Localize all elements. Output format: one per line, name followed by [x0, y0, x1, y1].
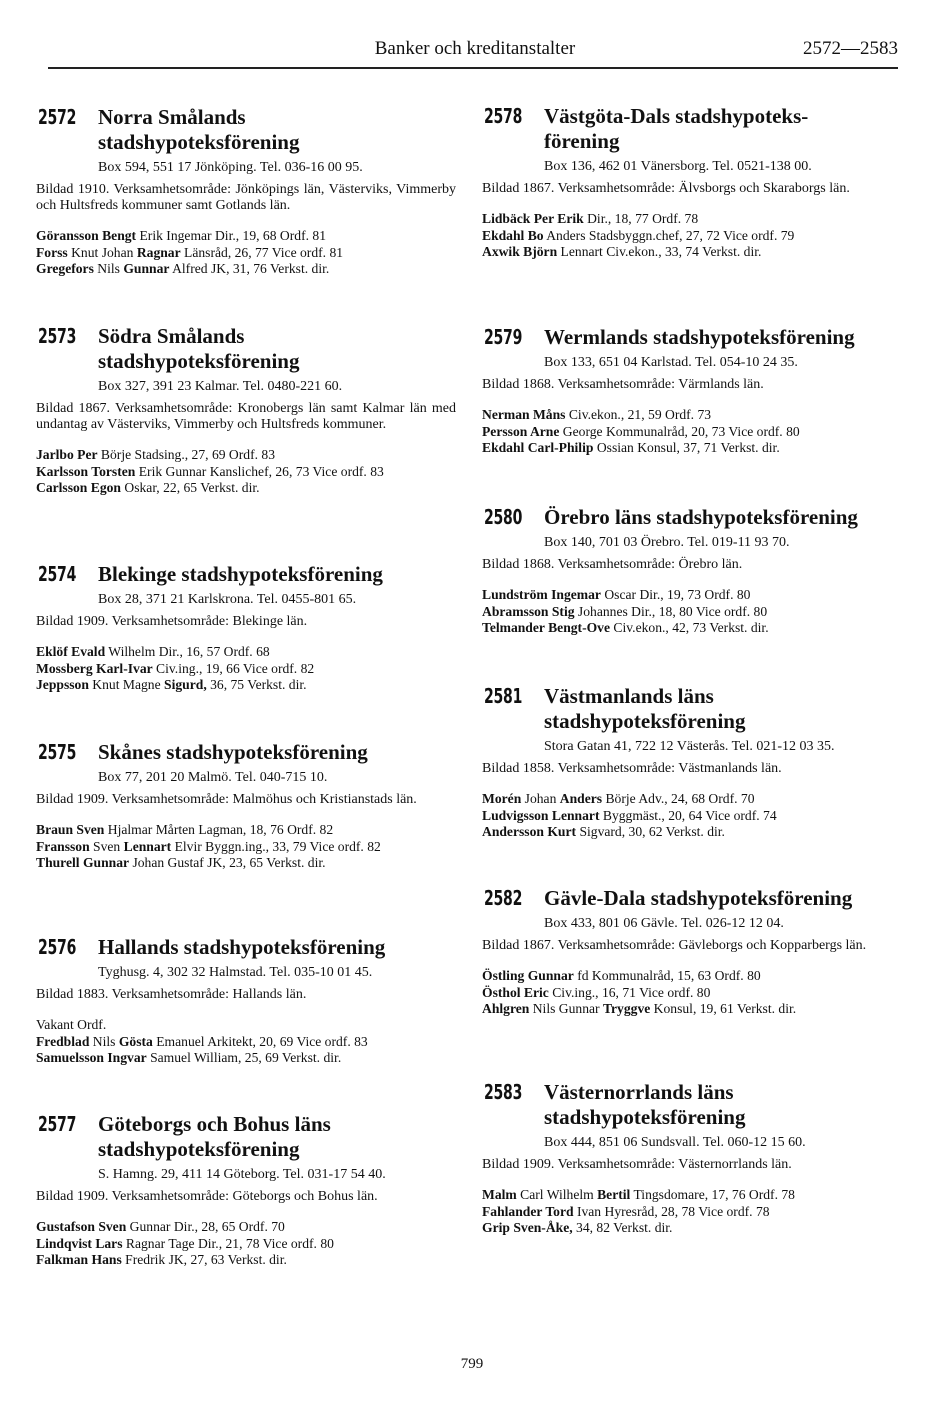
- person-details: Sven: [89, 838, 124, 854]
- person-line: [482, 1187, 902, 1204]
- person-line: [482, 1001, 902, 1018]
- entry: [36, 562, 456, 694]
- entry-founded: Bildad 1909. Verksamhetsområde: Göteborgs och Bohus län.: [36, 1189, 378, 1204]
- entry: [482, 505, 902, 637]
- entry-name: Norra Smålands: [98, 105, 246, 129]
- person-role: Elvir Byggn.ing., 33, 79 Vice ordf. 82: [171, 838, 381, 854]
- header-rule: [48, 67, 898, 69]
- person-callname: Bertil: [597, 1187, 631, 1202]
- person-surname: Telmander Bengt-Ove: [482, 620, 611, 635]
- entry-name: Hallands stadshypoteksförening: [98, 935, 386, 959]
- person-surname: Ekdahl Carl-Philip: [482, 440, 594, 455]
- person-role: Länsråd, 26, 77 Vice ordf. 81: [180, 244, 344, 260]
- person-surname: Samuelsson Ingvar: [36, 1050, 147, 1065]
- person-details: Lennart Civ.ekon., 33, 74 Verkst. dir.: [557, 244, 762, 259]
- person-callname: Tryggve: [602, 1001, 651, 1016]
- person-surname: Thurell Gunnar: [36, 855, 130, 870]
- person-line: [482, 1220, 902, 1237]
- entry-founded: Bildad 1910. Verksamhetsområde: Jönköpings län, Västerviks, Vimmerby och Hultsfreds kommuner samt Gotlands län.: [36, 182, 456, 213]
- person-details: Nils: [89, 1033, 119, 1049]
- person-details: Dir., 18, 77 Ordf. 78: [583, 211, 699, 226]
- entry-people: [36, 644, 456, 694]
- person-surname: Persson Arne: [482, 423, 560, 439]
- entry-name: Wermlands stadshypoteksförening: [544, 325, 855, 349]
- person-line: [36, 644, 456, 661]
- entry: [482, 684, 902, 841]
- entry-people: [36, 228, 456, 278]
- entry-people: [482, 1187, 902, 1237]
- entry: [36, 324, 456, 497]
- person-line: [36, 261, 456, 278]
- person-surname: Morén: [482, 791, 522, 806]
- entry-address: Tyghusg. 4, 302 32 Halmstad. Tel. 035-10 01 45.: [98, 965, 373, 980]
- entry-address: Box 136, 462 01 Vänersborg. Tel. 0521-138 00.: [544, 159, 812, 174]
- person-details: Hjalmar Mårten Lagman, 18, 76 Ordf. 82: [104, 822, 334, 837]
- person-line: [36, 822, 456, 839]
- person-callname: Ragnar: [136, 244, 181, 260]
- person-surname: Mossberg Karl-Ivar: [36, 660, 153, 676]
- person-surname: Carlsson Egon: [36, 480, 121, 495]
- entry-heading: [482, 684, 902, 734]
- person-line: [36, 1034, 456, 1051]
- entry-people: [36, 1219, 456, 1269]
- person-line: [482, 620, 902, 637]
- person-details: Byggmäst., 20, 64 Vice ordf. 74: [599, 807, 777, 823]
- entry-name: Gävle-Dala stadshypoteksförening: [544, 886, 853, 910]
- entry-founded: Bildad 1868. Verksamhetsområde: Värmlands län.: [482, 377, 764, 392]
- entry-heading: [36, 562, 456, 587]
- entry-name: Skånes stadshypoteksförening: [98, 740, 368, 764]
- person-callname: Anders: [559, 791, 603, 806]
- entry-number: 2576: [38, 935, 77, 959]
- header-entry-range: 2572—2583: [803, 38, 898, 59]
- entry-number: 2574: [38, 562, 77, 586]
- person-line: [482, 824, 902, 841]
- person-details: Ragnar Tage Dir., 21, 78 Vice ordf. 80: [122, 1235, 334, 1251]
- person-details: Johan: [521, 791, 560, 806]
- person-surname: Axwik Björn: [482, 244, 558, 259]
- person-surname: Eklöf Evald: [36, 644, 106, 659]
- person-details: Erik Gunnar Kanslichef, 26, 73 Vice ordf. 83: [135, 463, 384, 479]
- person-surname: Gustafson Sven: [36, 1219, 127, 1234]
- person-details: Civ.ing., 16, 71 Vice ordf. 80: [548, 984, 711, 1000]
- entry-people: [36, 1017, 456, 1067]
- person-line: [482, 808, 902, 825]
- person-details: Samuel William, 25, 69 Verkst. dir.: [146, 1050, 342, 1065]
- entry-name-cont: stadshypoteksförening: [98, 349, 300, 373]
- person-line: [482, 968, 902, 985]
- person-surname: Fransson: [36, 838, 90, 854]
- person-line: [36, 1050, 456, 1067]
- entry-address: S. Hamng. 29, 411 14 Göteborg. Tel. 031-17 54 40.: [98, 1167, 386, 1182]
- entry-founded: Bildad 1909. Verksamhetsområde: Malmöhus och Kristianstads län.: [36, 792, 417, 807]
- entry-founded: Bildad 1858. Verksamhetsområde: Västmanlands län.: [482, 761, 782, 776]
- entry: [482, 1080, 902, 1237]
- person-surname: Ahlgren: [482, 1001, 530, 1016]
- person-surname: Östling Gunnar: [482, 968, 574, 983]
- person-line: [482, 440, 902, 457]
- entry-heading: [482, 1080, 902, 1130]
- entry-heading: [36, 324, 456, 374]
- person-details: 34, 82 Verkst. dir.: [572, 1220, 673, 1235]
- person-surname: Ekdahl Bo: [482, 227, 544, 243]
- entry-number: 2578: [484, 104, 523, 128]
- person-callname: Lennart: [123, 838, 172, 854]
- entry-address: Box 327, 391 23 Kalmar. Tel. 0480-221 60.: [98, 379, 343, 394]
- entry-name-cont: stadshypoteksförening: [98, 1137, 300, 1161]
- person-role: Konsul, 19, 61 Verkst. dir.: [650, 1001, 797, 1016]
- person-surname: Gregefors: [36, 261, 94, 276]
- person-role: Tingsdomare, 17, 76 Ordf. 78: [630, 1187, 795, 1202]
- entry-people: [482, 407, 902, 457]
- person-surname: Lindqvist Lars: [36, 1235, 123, 1251]
- person-line: [36, 245, 456, 262]
- person-line: [36, 855, 456, 872]
- entry-name-cont: stadshypoteksförening: [98, 130, 300, 154]
- person-details: Erik Ingemar Dir., 19, 68 Ordf. 81: [136, 228, 326, 243]
- person-line: [36, 228, 456, 245]
- entry-people: [36, 822, 456, 872]
- person-details: Johannes Dir., 18, 80 Vice ordf. 80: [574, 603, 768, 619]
- entry-founded: Bildad 1883. Verksamhetsområde: Hallands län.: [36, 987, 307, 1002]
- person-line: [36, 1219, 456, 1236]
- person-details: Knut Magne: [88, 677, 165, 692]
- person-surname: Falkman Hans: [36, 1252, 122, 1267]
- entry-people: [482, 587, 902, 637]
- entry-number: 2582: [484, 886, 523, 910]
- person-surname: Jeppsson: [36, 677, 89, 692]
- person-surname: Lidbäck Per Erik: [482, 211, 584, 226]
- person-details: Vakant Ordf.: [36, 1017, 107, 1032]
- person-surname: Östhol Eric: [482, 984, 549, 1000]
- entry-heading: [482, 325, 902, 350]
- entry-people: [482, 968, 902, 1018]
- person-line: [482, 791, 902, 808]
- person-surname: Lundström Ingemar: [482, 587, 601, 602]
- person-details: George Kommunalråd, 20, 73 Vice ordf. 80: [559, 423, 800, 439]
- person-line: [36, 661, 456, 678]
- person-line: [482, 228, 902, 245]
- person-details: Nils Gunnar: [529, 1001, 603, 1016]
- person-surname: Göransson Bengt: [36, 228, 137, 243]
- person-details: Nils: [93, 261, 124, 276]
- entry-founded: Bildad 1867. Verksamhetsområde: Älvsborgs och Skaraborgs län.: [482, 181, 850, 196]
- entry-name: Göteborgs och Bohus läns: [98, 1112, 331, 1136]
- entry-heading: [482, 505, 902, 530]
- person-details: Civ.ing., 19, 66 Vice ordf. 82: [152, 660, 315, 676]
- entry-name-cont: stadshypoteksförening: [544, 709, 746, 733]
- person-line: [36, 839, 456, 856]
- person-surname: Karlsson Torsten: [36, 463, 136, 479]
- entry: [36, 1112, 456, 1269]
- entry-founded: Bildad 1868. Verksamhetsområde: Örebro län.: [482, 557, 743, 572]
- person-surname: Fredblad: [36, 1033, 90, 1049]
- person-surname: Jarlbo Per: [36, 447, 98, 462]
- entry-heading: [36, 935, 456, 960]
- person-line: [482, 424, 902, 441]
- person-line: [36, 447, 456, 464]
- person-line: [482, 604, 902, 621]
- person-role: Börje Adv., 24, 68 Ordf. 70: [602, 791, 755, 806]
- person-callname: Sigurd,: [164, 677, 207, 692]
- entry-founded: Bildad 1909. Verksamhetsområde: Västernorrlands län.: [482, 1157, 792, 1172]
- person-surname: Braun Sven: [36, 822, 105, 837]
- entry-people: [482, 791, 902, 841]
- person-line: [482, 587, 902, 604]
- entry-people: [36, 447, 456, 497]
- person-role: Alfred JK, 31, 76 Verkst. dir.: [169, 261, 330, 276]
- person-surname: Malm: [482, 1187, 517, 1202]
- person-surname: Abramsson Stig: [482, 603, 575, 619]
- person-details: Oscar Dir., 19, 73 Ordf. 80: [600, 587, 751, 602]
- entry-heading: [482, 104, 902, 154]
- entry-heading: [36, 105, 456, 155]
- entry: [482, 325, 902, 457]
- person-line: [36, 480, 456, 497]
- person-line: [482, 1204, 902, 1221]
- entry-number: 2581: [484, 684, 523, 708]
- entry-number: 2583: [484, 1080, 523, 1104]
- person-line: [36, 1236, 456, 1253]
- person-details: Civ.ekon., 21, 59 Ordf. 73: [565, 407, 712, 422]
- person-line: [36, 677, 456, 694]
- entry-name: Södra Smålands: [98, 324, 245, 348]
- entry: [36, 740, 456, 872]
- entry-number: 2573: [38, 324, 77, 348]
- person-details: fd Kommunalråd, 15, 63 Ordf. 80: [573, 968, 761, 983]
- entry-people: [482, 211, 902, 261]
- entry-address: Box 594, 551 17 Jönköping. Tel. 036-16 00 95.: [98, 160, 363, 175]
- person-line: [482, 244, 902, 261]
- entry-founded: Bildad 1909. Verksamhetsområde: Blekinge län.: [36, 614, 308, 629]
- entry-heading: [36, 740, 456, 765]
- entry-heading: [36, 1112, 456, 1162]
- entry-name-cont: förening: [544, 129, 620, 153]
- person-line: [482, 211, 902, 228]
- person-details: Börje Stadsing., 27, 69 Ordf. 83: [97, 447, 275, 462]
- person-details: Carl Wilhelm: [516, 1187, 598, 1202]
- person-callname: Gunnar: [123, 261, 170, 276]
- person-surname: Forss: [36, 244, 68, 260]
- person-details: Anders Stadsbyggn.chef, 27, 72 Vice ordf. 79: [543, 227, 795, 243]
- entry-number: 2575: [38, 740, 77, 764]
- page-header: [52, 38, 898, 68]
- person-details: Gunnar Dir., 28, 65 Ordf. 70: [126, 1219, 285, 1234]
- person-details: Ivan Hyresråd, 28, 78 Vice ordf. 78: [573, 1203, 770, 1219]
- entry: [482, 886, 902, 1018]
- entry-address: Box 444, 851 06 Sundsvall. Tel. 060-12 15 60.: [544, 1135, 806, 1150]
- entry-address: Box 140, 701 03 Örebro. Tel. 019-11 93 70.: [544, 535, 790, 550]
- person-role: 36, 75 Verkst. dir.: [206, 677, 307, 692]
- entry-number: 2579: [484, 325, 523, 349]
- entry-name: Västgöta-Dals stadshypoteks-: [544, 104, 809, 128]
- person-details: Civ.ekon., 42, 73 Verkst. dir.: [610, 620, 769, 635]
- person-line: [482, 407, 902, 424]
- entry-address: Box 77, 201 20 Malmö. Tel. 040-715 10.: [98, 770, 328, 785]
- person-callname: Gösta: [118, 1033, 153, 1049]
- entry-name: Örebro läns stadshypoteksförening: [544, 505, 858, 529]
- person-details: Oskar, 22, 65 Verkst. dir.: [120, 480, 260, 495]
- person-details: Fredrik JK, 27, 63 Verkst. dir.: [121, 1252, 287, 1267]
- entry-number: 2572: [38, 105, 77, 129]
- person-surname: Grip Sven-Åke,: [482, 1220, 573, 1235]
- person-details: Sigvard, 30, 62 Verkst. dir.: [576, 824, 725, 839]
- entry-name: Västernorrlands läns: [544, 1080, 734, 1104]
- person-surname: Andersson Kurt: [482, 824, 577, 839]
- entry: [482, 104, 902, 261]
- entry-address: Box 433, 801 06 Gävle. Tel. 026-12 12 04.: [544, 916, 784, 931]
- entry-founded: Bildad 1867. Verksamhetsområde: Gävleborgs och Kopparbergs län.: [482, 938, 867, 953]
- entry: [36, 105, 456, 278]
- entry-number: 2580: [484, 505, 523, 529]
- person-details: Knut Johan: [67, 244, 137, 260]
- entry-founded: Bildad 1867. Verksamhetsområde: Kronobergs län samt Kalmar län med undantag av Västerviks, Vimmerby och Hultsfreds kommuner.: [36, 401, 456, 432]
- entry-address: Box 133, 651 04 Karlstad. Tel. 054-10 24 35.: [544, 355, 798, 370]
- entry-address: Stora Gatan 41, 722 12 Västerås. Tel. 021-12 03 35.: [544, 739, 835, 754]
- person-details: Wilhelm Dir., 16, 57 Ordf. 68: [105, 644, 270, 659]
- entry-name: Västmanlands läns: [544, 684, 714, 708]
- person-surname: Ludvigsson Lennart: [482, 807, 600, 823]
- entry: [36, 935, 456, 1067]
- person-role: Emanuel Arkitekt, 20, 69 Vice ordf. 83: [152, 1033, 368, 1049]
- person-details: Johan Gustaf JK, 23, 65 Verkst. dir.: [129, 855, 326, 870]
- person-line: [36, 464, 456, 481]
- entry-number: 2577: [38, 1112, 77, 1136]
- entry-heading: [482, 886, 902, 911]
- person-details: Ossian Konsul, 37, 71 Verkst. dir.: [593, 440, 780, 455]
- person-surname: Fahlander Tord: [482, 1203, 574, 1219]
- person-line: [36, 1252, 456, 1269]
- person-surname: Nerman Måns: [482, 407, 566, 422]
- person-line: [36, 1017, 456, 1034]
- entry-name-cont: stadshypoteksförening: [544, 1105, 746, 1129]
- entry-address: Box 28, 371 21 Karlskrona. Tel. 0455-801 65.: [98, 592, 357, 607]
- header-title: Banker och kreditanstalter: [374, 38, 576, 59]
- page-number: 799: [460, 1356, 484, 1372]
- entry-name: Blekinge stadshypoteksförening: [98, 562, 383, 586]
- person-line: [482, 985, 902, 1002]
